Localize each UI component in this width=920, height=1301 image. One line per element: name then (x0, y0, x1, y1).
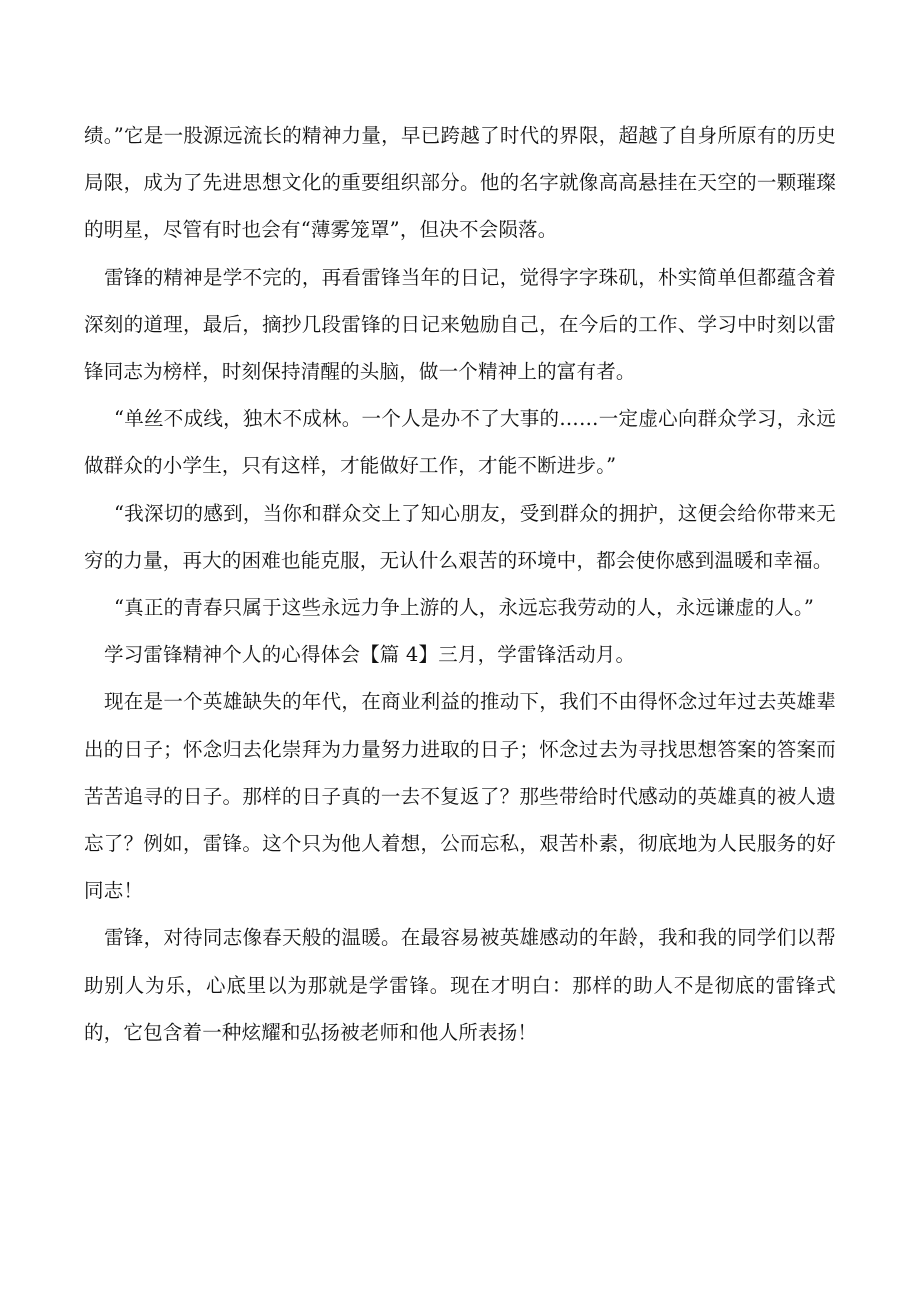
paragraph: 现在是一个英雄缺失的年代，在商业利益的推动下，我们不由得怀念过年过去英雄辈出的日子；怀念归去化崇拜为力量努力进取的日子；怀念过去为寻找思想答案的答案而苦苦追寻的日子。那样的日子真的一去不复返了？那些带给时代感动的英雄真的被人遗忘了？例如，雷锋。这个只为他人着想，公而忘私，艰苦朴素，彻底地为人民服务的好同志！ (84, 690, 836, 903)
paragraph: 雷锋的精神是学不完的，再看雷锋当年的日记，觉得字字珠矶，朴实简单但都蕴含着深刻的道理，最后，摘抄几段雷锋的日记来勉励自己，在今后的工作、学习中时刻以雷锋同志为榜样，时刻保持清醒的头脑，做一个精神上的富有者。 (84, 265, 836, 384)
diary-quote-paragraph: “真正的青春只属于这些永远力争上游的人，永远忘我劳动的人，永远谦虚的人。” (114, 596, 815, 620)
section-heading-paragraph: 学习雷锋精神个人的心得体会【篇 4】三月，学雷锋活动月。 (104, 643, 636, 667)
diary-quote-paragraph: “单丝不成线，独木不成林。一个人是办不了大事的……一定虚心向群众学习，永远做群众的小学生，只有这样，才能做好工作，才能不断进步。” (84, 407, 836, 478)
paragraph: 雷锋，对待同志像春天般的温暖。在最容易被英雄感动的年龄，我和我的同学们以帮助别人为乐，心底里以为那就是学雷锋。现在才明白：那样的助人不是彻底的雷锋式的，它包含着一种炫耀和弘扬被老师和他人所表扬！ (84, 926, 836, 1044)
paragraph: 绩。”它是一股源远流长的精神力量，早已跨越了时代的界限，超越了自身所原有的历史局限，成为了先进思想文化的重要组织部分。他的名字就像高高悬挂在天空的一颗璀璨的明星，尽管有时也会有“薄雾笼罩”，但决不会陨落。 (84, 124, 836, 242)
diary-quote-paragraph: “我深切的感到，当你和群众交上了知心朋友，受到群众的拥护，这便会给你带来无穷的力量，再大的困难也能克服，无认什么艰苦的环境中，都会使你感到温暖和幸福。 (84, 501, 836, 572)
document-body (84, 112, 836, 1056)
